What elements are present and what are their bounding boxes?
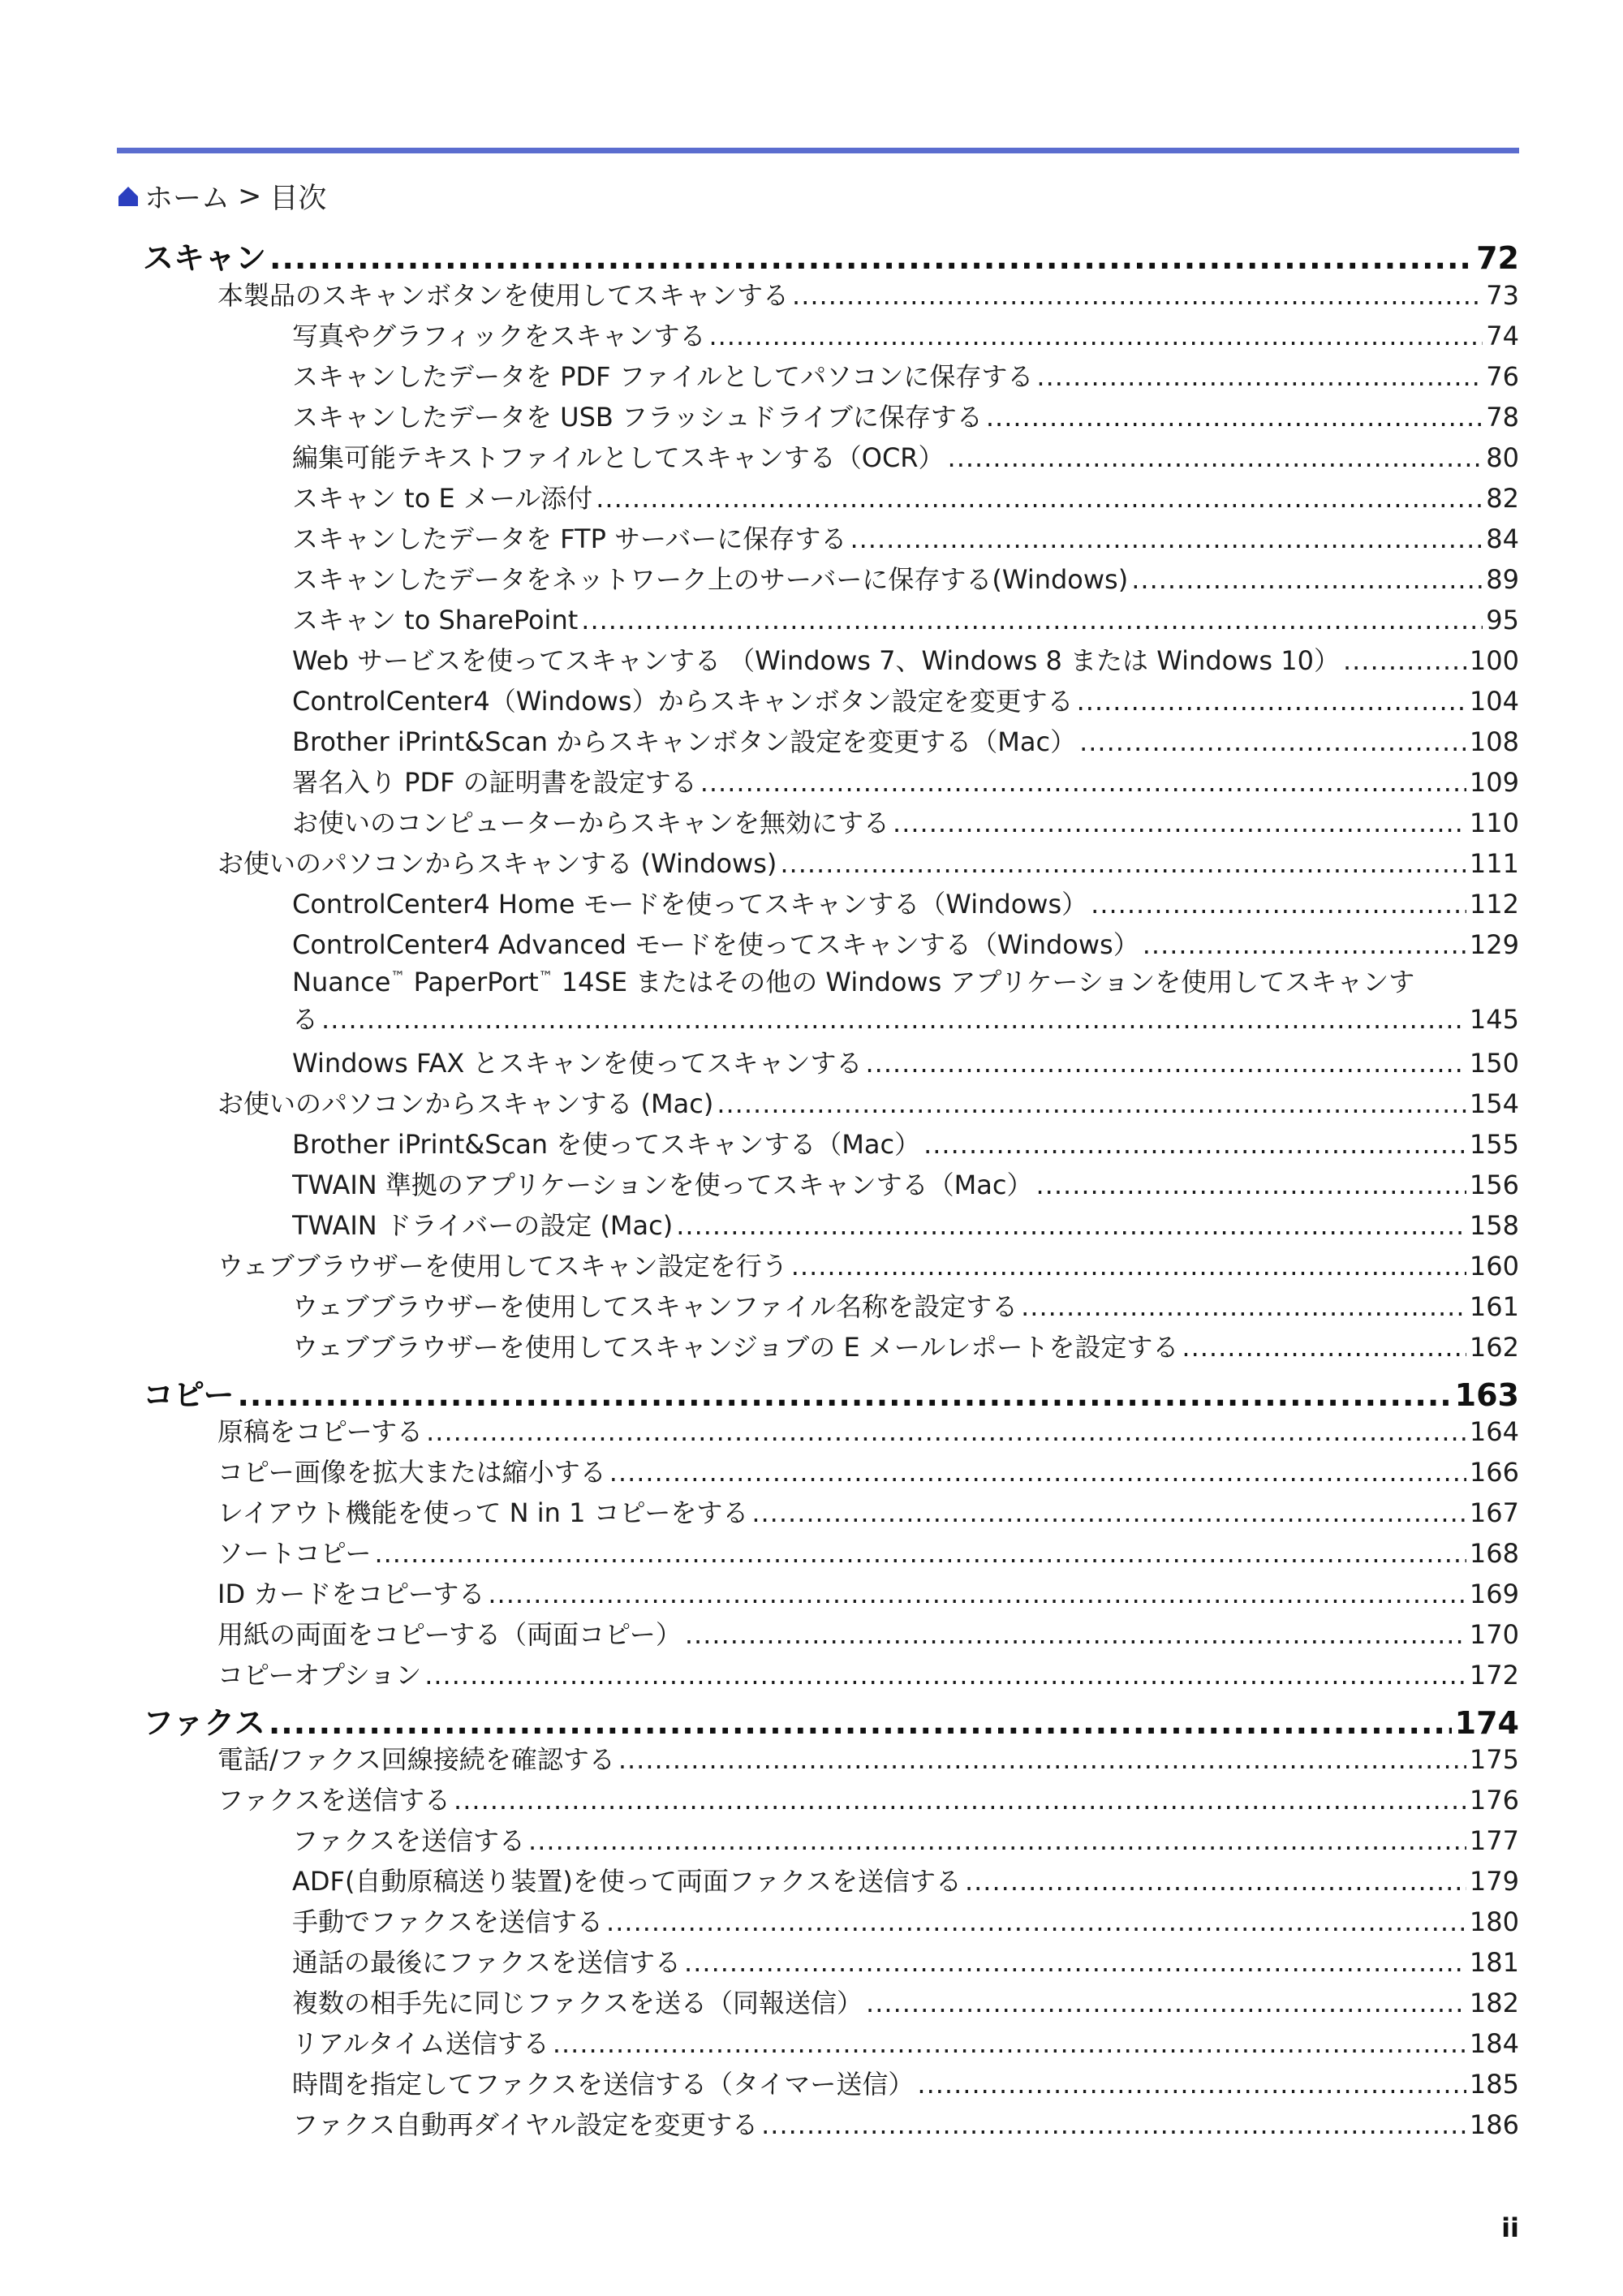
toc-entry-title: 時間を指定してファクスを送信する（タイマー送信） bbox=[292, 2069, 915, 2100]
dot-leader bbox=[424, 1660, 1466, 1691]
toc-entry-level1[interactable] bbox=[217, 1083, 1519, 1124]
toc-entry-title: リアルタイム送信する bbox=[292, 2028, 549, 2059]
toc-page-number: 161 bbox=[1469, 1291, 1519, 1322]
toc-entry-level2[interactable] bbox=[292, 884, 1519, 924]
dot-leader bbox=[237, 1377, 1451, 1411]
toc-entry-title: スキャンしたデータを FTP サーバーに保存する bbox=[292, 523, 847, 554]
toc-page-number: 110 bbox=[1469, 808, 1519, 838]
dot-leader bbox=[553, 2028, 1466, 2059]
toc-page-number: 111 bbox=[1469, 848, 1519, 879]
toc-entry-level2[interactable] bbox=[292, 2104, 1519, 2145]
dot-leader bbox=[1091, 889, 1466, 920]
toc-entry-title: 複数の相手先に同じファクスを送る（同報送信） bbox=[292, 1988, 863, 2018]
toc-entry-title: TWAIN 準拠のアプリケーションを使ってスキャンする（Mac） bbox=[292, 1170, 1033, 1200]
toc-entry-title bbox=[292, 962, 1519, 999]
toc-entry-title: スキャンしたデータを USB フラッシュドライブに保存する bbox=[292, 402, 983, 433]
toc-entry-title: Web サービスを使ってスキャンする （Windows 7、Windows 8 または Windows 10） bbox=[292, 645, 1340, 676]
dot-leader bbox=[269, 1705, 1452, 1738]
dot-leader bbox=[528, 1825, 1466, 1856]
toc-entry-title: ウェブブラウザーを使用してスキャンジョブの E メールレポートを設定する bbox=[292, 1332, 1179, 1363]
toc-entry-level1[interactable] bbox=[217, 1614, 1519, 1655]
toc-entry-level2[interactable] bbox=[292, 1820, 1519, 1861]
dot-leader bbox=[1182, 1332, 1466, 1363]
toc-chapter[interactable] bbox=[143, 1370, 1519, 1411]
header-rule bbox=[117, 148, 1519, 153]
toc-entry-title: ID カードをコピーする bbox=[217, 1579, 485, 1609]
toc-page-number: 172 bbox=[1469, 1660, 1519, 1691]
dot-leader bbox=[321, 1004, 1466, 1035]
toc-page-number: 112 bbox=[1469, 889, 1519, 920]
dot-leader bbox=[761, 2109, 1466, 2140]
toc-entry-title: お使いのパソコンからスキャンする (Mac) bbox=[217, 1088, 714, 1119]
toc-entry-title: 用紙の両面をコピーする（両面コピー） bbox=[217, 1619, 682, 1650]
toc-entry-title: ファクス自動再ダイヤル設定を変更する bbox=[292, 2109, 759, 2140]
toc-page-number: 109 bbox=[1469, 767, 1519, 798]
home-icon[interactable] bbox=[117, 184, 140, 209]
toc-entry-level2[interactable] bbox=[292, 356, 1519, 397]
toc-page-number: 166 bbox=[1469, 1457, 1519, 1488]
toc-page-number: 78 bbox=[1486, 402, 1519, 433]
toc-entry-title: 手動でファクスを送信する bbox=[292, 1906, 604, 1937]
dot-leader bbox=[792, 280, 1483, 311]
toc-entry-title: スキャン to E メール添付 bbox=[292, 483, 593, 514]
toc-page-number: 175 bbox=[1469, 1744, 1519, 1775]
dot-leader bbox=[866, 1988, 1466, 2018]
toc-page-number: 89 bbox=[1486, 564, 1519, 595]
toc-page-number: 74 bbox=[1486, 321, 1519, 351]
toc-entry-level2[interactable] bbox=[292, 2023, 1519, 2064]
toc-page-number: 158 bbox=[1469, 1210, 1519, 1241]
toc-entry-level1[interactable] bbox=[217, 1452, 1519, 1493]
toc-entry-title: ウェブブラウザーを使用してスキャンファイル名称を設定する bbox=[292, 1291, 1018, 1322]
toc-page-number: 167 bbox=[1469, 1497, 1519, 1528]
toc-entry-level2[interactable] bbox=[292, 1124, 1519, 1165]
toc-entry-title: レイアウト機能を使って N in 1 コピーをする bbox=[217, 1497, 749, 1528]
dot-leader bbox=[986, 402, 1483, 433]
toc-page-number: 177 bbox=[1469, 1825, 1519, 1856]
toc-entry-level2[interactable] bbox=[292, 1286, 1519, 1327]
toc-entry-title: Brother iPrint&Scan を使ってスキャンする（Mac） bbox=[292, 1129, 921, 1160]
toc-entry-level1[interactable] bbox=[217, 1655, 1519, 1695]
toc-page-number: 163 bbox=[1454, 1377, 1519, 1411]
dot-leader bbox=[606, 1906, 1466, 1937]
dot-leader bbox=[700, 767, 1466, 798]
toc-entry-level2[interactable] bbox=[292, 600, 1519, 640]
toc-entry-title: TWAIN ドライバーの設定 (Mac) bbox=[292, 1210, 674, 1241]
toc-entry-title: 写真やグラフィックをスキャンする bbox=[292, 321, 706, 351]
dot-leader bbox=[684, 1947, 1466, 1978]
toc-page-number: 168 bbox=[1469, 1538, 1519, 1569]
toc-entry-level1[interactable] bbox=[217, 1780, 1519, 1820]
toc-entry-title: スキャン bbox=[143, 240, 267, 274]
toc-entry-level2[interactable] bbox=[292, 1165, 1519, 1205]
toc-entry-title: スキャン to SharePoint bbox=[292, 605, 579, 635]
toc-page-number: 154 bbox=[1469, 1088, 1519, 1119]
toc-page-number: 156 bbox=[1469, 1170, 1519, 1200]
toc-entry-title: Windows FAX とスキャンを使ってスキャンする bbox=[292, 1048, 863, 1079]
toc-entry-level2[interactable] bbox=[292, 1983, 1519, 2023]
toc-page-number: 80 bbox=[1486, 442, 1519, 473]
toc-entry-level2[interactable] bbox=[292, 962, 1519, 1036]
toc-entry-level2[interactable] bbox=[292, 924, 1519, 965]
toc-page-number: 174 bbox=[1454, 1705, 1519, 1738]
toc-entry-level2[interactable] bbox=[292, 437, 1519, 478]
toc-entry-level1[interactable] bbox=[217, 1411, 1519, 1452]
toc-page-number: 76 bbox=[1486, 361, 1519, 392]
dot-leader bbox=[685, 1619, 1466, 1650]
toc-entry-level2[interactable] bbox=[292, 1902, 1519, 1942]
dot-leader bbox=[1079, 726, 1466, 757]
breadcrumb bbox=[117, 177, 326, 216]
toc-entry-level1[interactable] bbox=[217, 275, 1519, 316]
toc-entry-title: コピー画像を拡大または縮小する bbox=[217, 1457, 606, 1488]
toc-entry-title: スキャンしたデータを PDF ファイルとしてパソコンに保存する bbox=[292, 361, 1034, 392]
toc-title-part: Nuance bbox=[292, 967, 391, 997]
toc-page-number: 72 bbox=[1476, 240, 1519, 274]
dot-leader bbox=[454, 1785, 1466, 1816]
toc-entry-level2[interactable] bbox=[292, 803, 1519, 843]
dot-leader bbox=[609, 1457, 1466, 1488]
dot-leader bbox=[488, 1579, 1466, 1609]
toc-entry-level2[interactable] bbox=[292, 1043, 1519, 1083]
toc-entry-level2[interactable] bbox=[292, 2064, 1519, 2104]
toc-entry-title: お使いのパソコンからスキャンする (Windows) bbox=[217, 848, 777, 879]
toc-entry-level2[interactable] bbox=[292, 519, 1519, 559]
dot-leader bbox=[917, 2069, 1466, 2100]
dot-leader bbox=[893, 808, 1466, 838]
toc-entry-level2[interactable] bbox=[292, 1205, 1519, 1246]
toc-page-number: 185 bbox=[1469, 2069, 1519, 2100]
toc-entry-title: ADF(自動原稿送り装置)を使って両面ファクスを送信する bbox=[292, 1866, 962, 1897]
toc-entry-level1[interactable] bbox=[217, 1246, 1519, 1286]
breadcrumb-home-link[interactable]: ホーム bbox=[144, 183, 230, 215]
toc-entry-title: お使いのコンピューターからスキャンを無効にする bbox=[292, 808, 890, 838]
toc-title-part: る bbox=[292, 1004, 319, 1035]
toc-page-number: 150 bbox=[1469, 1048, 1519, 1079]
dot-leader bbox=[708, 321, 1483, 351]
dot-leader bbox=[1021, 1291, 1466, 1322]
toc-entry-title: スキャンしたデータをネットワーク上のサーバーに保存する(Windows) bbox=[292, 564, 1129, 595]
toc-entry-level2[interactable] bbox=[292, 640, 1519, 681]
toc-entry-title: ウェブブラウザーを使用してスキャン設定を行う bbox=[217, 1251, 788, 1282]
toc-entry-title: ファクスを送信する bbox=[217, 1785, 451, 1816]
toc-entry-level2[interactable] bbox=[292, 722, 1519, 762]
toc-entry-title: コピーオプション bbox=[217, 1660, 422, 1691]
toc-entry-level2[interactable] bbox=[292, 1327, 1519, 1368]
toc-page-number: 108 bbox=[1469, 726, 1519, 757]
toc-entry-title: ファクスを送信する bbox=[292, 1825, 526, 1856]
toc-chapter[interactable] bbox=[143, 1698, 1519, 1738]
toc-page-number: 73 bbox=[1486, 280, 1519, 311]
toc-entry-title: ControlCenter4 Advanced モードを使ってスキャンする（Windows） bbox=[292, 929, 1139, 960]
toc-entry-title: Brother iPrint&Scan からスキャンボタン設定を変更する（Mac） bbox=[292, 726, 1077, 757]
toc-page-number: 82 bbox=[1486, 483, 1519, 514]
dot-leader bbox=[850, 523, 1483, 554]
dot-leader bbox=[618, 1744, 1466, 1775]
trademark-mark: ™ bbox=[538, 968, 553, 986]
toc-entry-level2[interactable] bbox=[292, 1861, 1519, 1902]
toc-entry-level1[interactable] bbox=[217, 1533, 1519, 1574]
toc-entry-title: 編集可能テキストファイルとしてスキャンする（OCR） bbox=[292, 442, 945, 473]
toc-title-part: PaperPort bbox=[405, 967, 539, 997]
toc-entry-level1[interactable] bbox=[217, 843, 1519, 884]
toc-entry-level2[interactable] bbox=[292, 762, 1519, 803]
breadcrumb-current: 目次 bbox=[269, 183, 327, 215]
toc-page-number: 129 bbox=[1469, 929, 1519, 960]
toc-page-number: 184 bbox=[1469, 2028, 1519, 2059]
toc-page-number: 160 bbox=[1469, 1251, 1519, 1282]
dot-leader bbox=[1343, 645, 1466, 676]
dot-leader bbox=[676, 1210, 1466, 1241]
toc-entry-title: ControlCenter4 Home モードを使ってスキャンする（Windows） bbox=[292, 889, 1088, 920]
toc-page-number: 179 bbox=[1469, 1866, 1519, 1897]
toc-entry-title: ソートコピー bbox=[217, 1538, 372, 1569]
toc-page-number: 176 bbox=[1469, 1785, 1519, 1816]
toc-entry-title: 署名入り PDF の証明書を設定する bbox=[292, 767, 697, 798]
dot-leader bbox=[780, 848, 1466, 879]
dot-leader bbox=[865, 1048, 1466, 1079]
toc-page-number: 180 bbox=[1469, 1906, 1519, 1937]
toc-entry-level1[interactable] bbox=[217, 1493, 1519, 1533]
toc-page-number: 104 bbox=[1469, 686, 1519, 717]
breadcrumb-separator: > bbox=[238, 180, 262, 213]
dot-leader bbox=[374, 1538, 1466, 1569]
dot-leader bbox=[717, 1088, 1466, 1119]
toc-page-number: 95 bbox=[1486, 605, 1519, 635]
toc-entry-level2[interactable] bbox=[292, 397, 1519, 437]
toc-entry-level2[interactable] bbox=[292, 478, 1519, 519]
toc-chapter[interactable] bbox=[143, 233, 1519, 274]
toc-entry-level2[interactable] bbox=[292, 316, 1519, 356]
dot-leader bbox=[269, 240, 1473, 274]
toc-entry-level2[interactable] bbox=[292, 1942, 1519, 1983]
toc-entry-title: ControlCenter4（Windows）からスキャンボタン設定を変更する bbox=[292, 686, 1074, 717]
toc-title-part: 14SE またはその他の Windows アプリケーションを使用してスキャンす bbox=[553, 967, 1415, 997]
toc-page-number: 145 bbox=[1469, 1004, 1519, 1035]
dot-leader bbox=[1143, 929, 1466, 960]
toc-entry-title: 電話/ファクス回線接続を確認する bbox=[217, 1744, 615, 1775]
toc-entry-level2[interactable] bbox=[292, 559, 1519, 600]
dot-leader bbox=[426, 1416, 1466, 1447]
toc-page-number: 169 bbox=[1469, 1579, 1519, 1609]
toc-entry-title: 原稿をコピーする bbox=[217, 1416, 424, 1447]
toc-page-number: 162 bbox=[1469, 1332, 1519, 1363]
toc-page-number: 181 bbox=[1469, 1947, 1519, 1978]
toc-entry-title: 通話の最後にファクスを送信する bbox=[292, 1947, 682, 1978]
toc-page-number: 182 bbox=[1469, 1988, 1519, 2018]
page-number: ii bbox=[1501, 2212, 1519, 2243]
dot-leader bbox=[751, 1497, 1466, 1528]
toc-page-number: 170 bbox=[1469, 1619, 1519, 1650]
toc-entry-level1[interactable] bbox=[217, 1739, 1519, 1780]
toc-entry-level1[interactable] bbox=[217, 1574, 1519, 1614]
toc-page-number: 155 bbox=[1469, 1129, 1519, 1160]
dot-leader bbox=[1131, 564, 1483, 595]
dot-leader bbox=[1077, 686, 1466, 717]
trademark-mark: ™ bbox=[390, 968, 406, 986]
dot-leader bbox=[923, 1129, 1466, 1160]
dot-leader bbox=[596, 483, 1483, 514]
toc-entry-title: ファクス bbox=[143, 1705, 265, 1738]
dot-leader bbox=[791, 1251, 1466, 1282]
toc-entry-title: 本製品のスキャンボタンを使用してスキャンする bbox=[217, 280, 790, 311]
dot-leader bbox=[581, 605, 1483, 635]
toc-page-number: 100 bbox=[1469, 645, 1519, 676]
toc-entry-title: コピー bbox=[143, 1377, 235, 1411]
dot-leader bbox=[948, 442, 1483, 473]
toc-page-number: 164 bbox=[1469, 1416, 1519, 1447]
toc-page-number: 84 bbox=[1486, 523, 1519, 554]
dot-leader bbox=[965, 1866, 1466, 1897]
dot-leader bbox=[1036, 1170, 1466, 1200]
dot-leader bbox=[1036, 361, 1483, 392]
toc-page-number: 186 bbox=[1469, 2109, 1519, 2140]
toc-entry-level2[interactable] bbox=[292, 681, 1519, 722]
